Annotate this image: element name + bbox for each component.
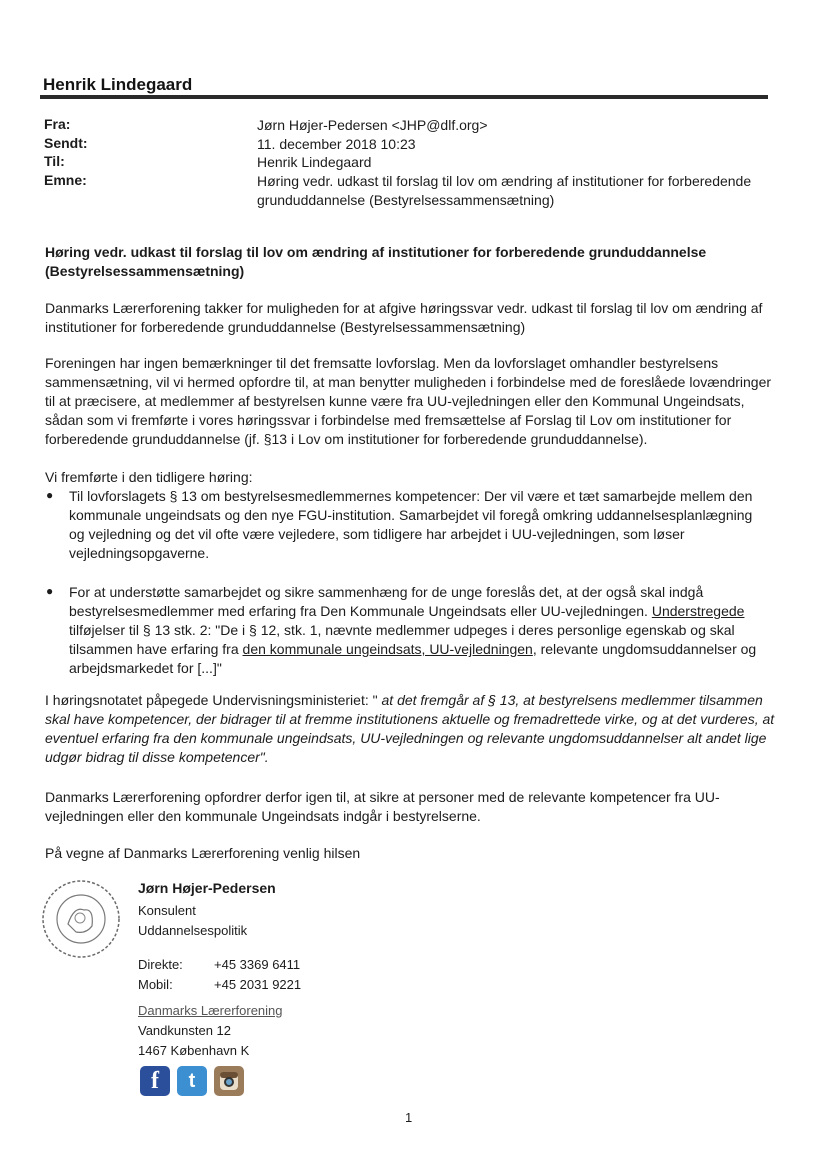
facebook-icon[interactable]: f <box>140 1066 170 1096</box>
to-label: Til: <box>44 153 65 169</box>
bullet-1-marker: ● <box>46 488 54 502</box>
underlined-text: den kommunale ungeindsats, UU-vejledningen <box>242 641 533 657</box>
instagram-icon[interactable] <box>214 1066 244 1096</box>
to-value: Henrik Lindegaard <box>257 154 372 170</box>
mobile-phone-label: Mobil: <box>138 977 173 992</box>
header-divider <box>40 95 768 99</box>
mobile-phone-value: +45 2031 9221 <box>214 977 302 992</box>
signature-title: Konsulent <box>138 903 196 918</box>
sender-display-name: Henrik Lindegaard <box>43 75 193 94</box>
signature-name: Jørn Højer-Pedersen <box>138 880 276 896</box>
twitter-icon[interactable]: t <box>177 1066 207 1096</box>
subject-label: Emne: <box>44 172 87 188</box>
signature-department: Uddannelsespolitik <box>138 923 248 938</box>
from-value: Jørn Højer-Pedersen <JHP@dlf.org> <box>257 117 488 133</box>
ministry-quote: at det fremgår af § 13, at bestyrelsens medlemmer tilsammen skal have kompetencer, der bidrager til at fremme institutionens aktuelle og fremadrettede virke, og at det vurderes, at eventuel erfaring fra den kommunale ungeindsats, UU-vejledningen og relevante ungdomsuddannelser alt andet lige udgør bidrag til disse kompetencer". <box>45 692 775 765</box>
direct-phone-label: Direkte: <box>138 957 183 972</box>
sent-value: 11. december 2018 10:23 <box>257 136 416 152</box>
paragraph-2: Foreningen har ingen bemærkninger til det fremsatte lovforslag. Men da lovforslaget omhandler bestyrelsens sammensætning, vil vi hermed opfordre til, at man benytter muligheden i forbindelse med de foreslåede lovændringer til at præcisere, at medlemmer af bestyrelsen kunne være fra UU-vejledningen eller den Kommunal Ungeindsats, sådan som vi fremførte i vores høringssvar i forbindelse med fremsættelse af Forslag til Lov om institutioner for forberedende grunduddannelse (jf. §13 i Lov om institutioner for forberedende grunduddannelse). <box>45 355 772 447</box>
bullet-2-marker: ● <box>46 584 54 598</box>
union-seal-logo <box>40 878 122 960</box>
address-city: 1467 København K <box>138 1043 250 1058</box>
paragraph-4: I høringsnotatet påpegede Undervisningsministeriet: " at det fremgår af § 13, at bestyrelsens medlemmer tilsammen skal have kompetencer, der bidrager til at fremme institutionens aktuelle og fremadrettede virke, og at det vurderes, at eventuel erfaring fra den kommunale ungeindsats, UU-vejledningen og relevante ungdomsuddannelser alt andet lige udgør bidrag til disse kompetencer". <box>45 692 775 765</box>
subject-value: Høring vedr. udkast til forslag til lov om ændring af institutioner for forberedende grunduddannelse (Bestyrelsessammensætning) <box>257 173 752 208</box>
from-label: Fra: <box>44 116 71 132</box>
bullet-1-text: Til lovforslagets § 13 om bestyrelsesmedlemmernes kompetencer: Der vil være et tæt samarbejde mellem den kommunale ungeindsats og den nye FGU-institution. Samarbejdet vil foregå omkring uddannelsesplanlægning og vejledning og det vil ofte være vejledere, som tidligere har arbejdet i UU-vejledningen, som løser vejledningsopgaverne. <box>69 488 753 561</box>
paragraph-5: Danmarks Lærerforening opfordrer derfor igen til, at sikre at personer med de relevante kompetencer fra UU-vejledningen eller den kommunale Ungeindsats indgår i bestyrelserne. <box>45 789 720 824</box>
page-number: 1 <box>405 1110 413 1125</box>
sent-label: Sendt: <box>44 135 88 151</box>
closing-line: På vegne af Danmarks Lærerforening venlig hilsen <box>45 845 361 861</box>
organization-link[interactable]: Danmarks Lærerforening <box>138 1003 283 1018</box>
bullet-2-text: For at understøtte samarbejdet og sikre sammenhæng for de unge foreslås det, at der også skal indgå bestyrelsesmedlemmer med erfaring fra Den Kommunale Ungeindsats eller UU-vejledningen. Understregede tilføjelser til § 13 stk. 2: "De i § 12, stk. 1, nævnte medlemmer udpeges i deres personlige egenskab og skal tilsammen have erfaring fra den kommunale ungeindsats, UU-vejledningen, relevante ungdomsuddannelser og arbejdsmarkedet for [...]" <box>69 584 757 676</box>
paragraph-1: Danmarks Lærerforening takker for muligheden for at afgive høringssvar vedr. udkast til forslag til lov om ændring af institutioner for forberedende grunduddannelse (Bestyrelsessammensætning) <box>45 300 763 335</box>
body-subject: Høring vedr. udkast til forslag til lov om ændring af institutioner for forberedende grunduddannelse (Bestyrelsessammensætning) <box>45 244 707 279</box>
underlined-text: Understregede <box>651 603 745 619</box>
address-street: Vandkunsten 12 <box>138 1023 231 1038</box>
paragraph-3-intro: Vi fremførte i den tidligere høring: <box>45 469 253 485</box>
direct-phone-value: +45 3369 6411 <box>214 957 301 972</box>
